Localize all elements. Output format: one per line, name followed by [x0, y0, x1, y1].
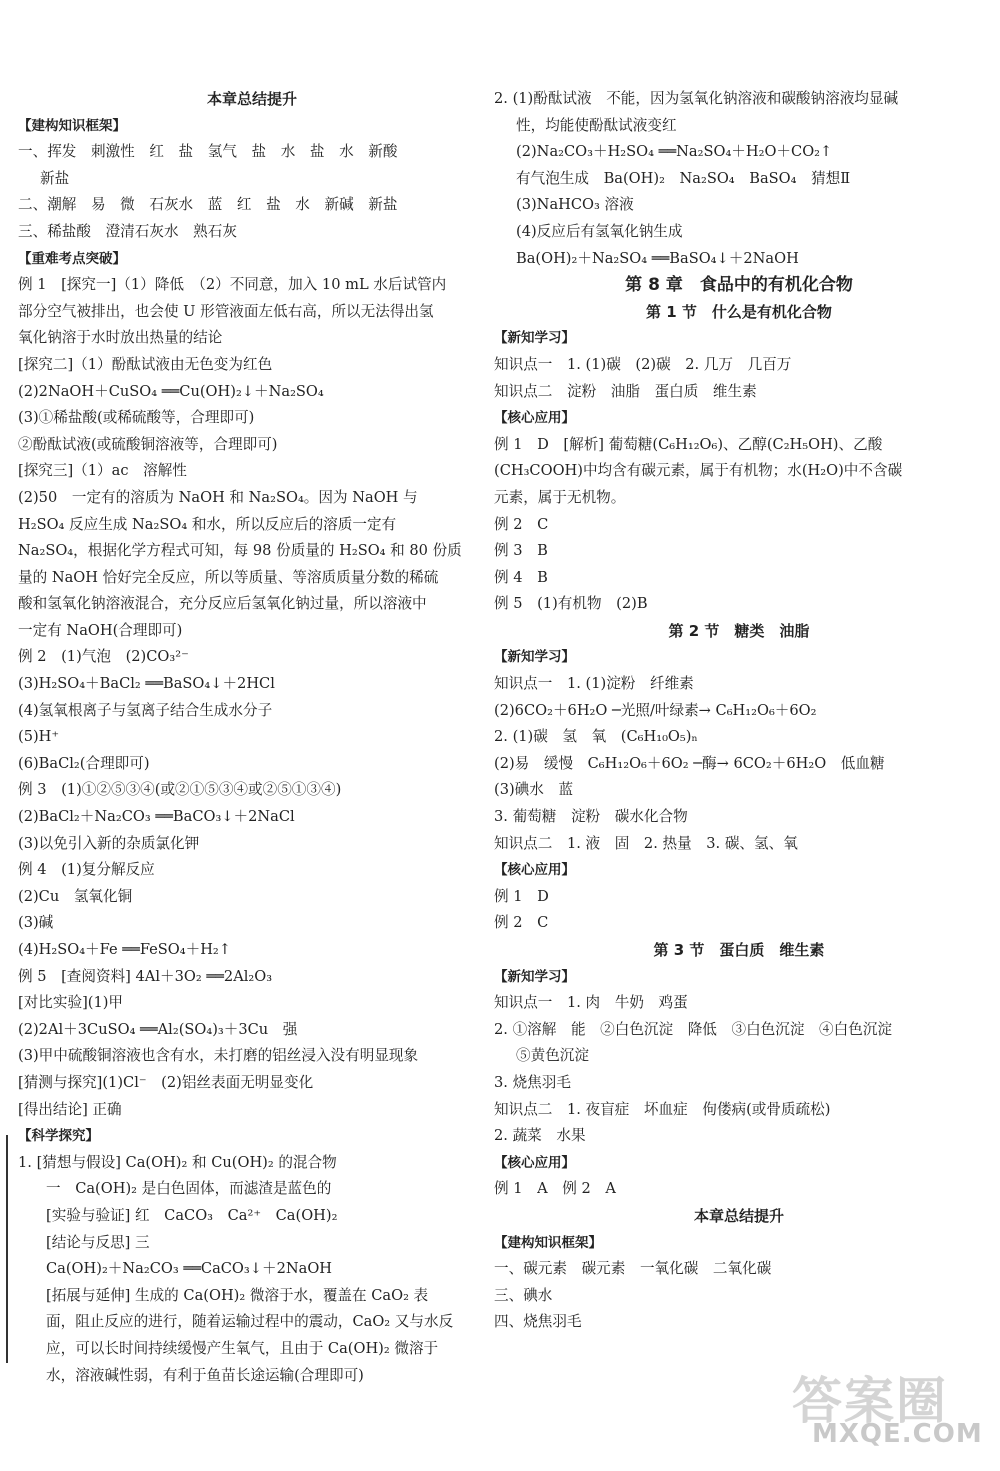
answer-line: (2)2Al＋3CuSO₄ ══Al₂(SO₄)₃＋3Cu 强 [18, 1020, 298, 1038]
answer-line: (2)2NaOH＋CuSO₄ ══Cu(OH)₂↓＋Na₂SO₄ [18, 382, 324, 400]
section-heading: 【新知学习】 [494, 649, 575, 666]
answer-line: 知识点一 1. (1)碳 (2)碳 2. 几万 几百万 [494, 355, 792, 373]
answer-line: (3)甲中硫酸铜溶液也含有水，未打磨的铝丝浸入没有明显现象 [18, 1047, 419, 1065]
answer-line: ⑤黄色沉淀 [516, 1047, 589, 1065]
answer-line: (2)易 缓慢 C₆H₁₂O₆＋6O₂ ─酶→ 6CO₂＋6H₂O 低血糖 [494, 754, 885, 772]
section-heading: 【建构知识框架】 [18, 117, 126, 134]
answer-line: [拓展与延伸] 生成的 Ca(OH)₂ 微溶于水，覆盖在 CaO₂ 表 [46, 1286, 429, 1304]
answer-line: 例 5 [查阅资料] 4Al＋3O₂ ══2Al₂O₃ [18, 967, 273, 985]
answer-line: Ba(OH)₂＋Na₂SO₄ ══BaSO₄↓＋2NaOH [516, 249, 799, 267]
answer-line: (2)BaCl₂＋Na₂CO₃ ══BaCO₃↓＋2NaCl [18, 808, 295, 826]
answer-line: 一 Ca(OH)₂ 是白色固体，而滤渣是蓝色的 [46, 1180, 332, 1198]
right-column [494, 86, 984, 1336]
answer-line: Ca(OH)₂＋Na₂CO₃ ══CaCO₃↓＋2NaOH [46, 1260, 333, 1278]
answer-line: (3)①稀盐酸(或稀硫酸等，合理即可) [18, 409, 255, 427]
summary-title: 本章总结提升 [693, 1206, 784, 1225]
section-heading: 【重难考点突破】 [18, 250, 126, 267]
watermark-url: MXQE.COM [812, 1419, 983, 1449]
answer-line: 2. ①溶解 能 ②白色沉淀 降低 ③白色沉淀 ④白色沉淀 [494, 1020, 893, 1038]
answer-line: 例 1 A 例 2 A [494, 1180, 616, 1198]
answer-line: 知识点一 1. 肉 牛奶 鸡蛋 [494, 994, 688, 1012]
section-heading: 【新知学习】 [494, 330, 575, 347]
section-heading: 【核心应用】 [494, 410, 575, 427]
answer-line: 1. [猜想与假设] Ca(OH)₂ 和 Cu(OH)₂ 的混合物 [18, 1153, 337, 1171]
answer-line: (3)NaHCO₃ 溶液 [516, 196, 634, 214]
answer-line: 知识点一 1. (1)淀粉 纤维素 [494, 675, 694, 693]
answer-line: 有气泡生成 Ba(OH)₂ Na₂SO₄ BaSO₄ 猜想Ⅱ [516, 169, 851, 187]
answer-line: 3. 烧焦羽毛 [494, 1073, 571, 1091]
answer-line: (4)反应后有氢氧化钠生成 [516, 222, 683, 240]
answer-line: 3. 葡萄糖 淀粉 碳水化合物 [494, 808, 688, 826]
answer-line: (2)Cu 氢氧化铜 [18, 887, 133, 905]
answer-line: (2)6CO₂＋6H₂O ─光照/叶绿素→ C₆H₁₂O₆＋6O₂ [494, 701, 817, 719]
answer-line: [猜测与探究](1)Cl⁻ (2)铝丝表面无明显变化 [18, 1073, 314, 1091]
answer-line: (3)碱 [18, 914, 54, 932]
answer-line: 一定有 NaOH(合理即可) [18, 621, 183, 639]
answer-line: [得出结论] 正确 [18, 1100, 122, 1118]
section-heading: 【科学探究】 [18, 1128, 99, 1145]
answer-line: (3)H₂SO₄＋BaCl₂ ══BaSO₄↓＋2HCl [18, 675, 275, 693]
margin-bar [6, 1135, 8, 1363]
answer-line: [探究三]（1）ac 溶解性 [18, 462, 187, 480]
answer-line: (2)50 一定有的溶质为 NaOH 和 Na₂SO₄。因为 NaOH 与 [18, 488, 418, 506]
answer-line: 例 4 B [494, 568, 548, 586]
summary-title: 本章总结提升 [206, 90, 297, 108]
answer-line: Na₂SO₄，根据化学方程式可知，每 98 份质量的 H₂SO₄ 和 80 份质 [18, 542, 462, 560]
answer-line: (4)H₂SO₄＋Fe ══FeSO₄＋H₂↑ [18, 941, 232, 958]
answer-line: 量的 NaOH 恰好完全反应，所以等质量、等溶质质量分数的稀硫 [18, 568, 439, 586]
answer-line: 知识点二 1. 液 固 2. 热量 3. 碳、氢、氧 [494, 834, 798, 852]
answer-line: 2. 蔬菜 水果 [494, 1127, 586, 1145]
chapter-title: 第 8 章 食品中的有机化合物 [625, 275, 853, 296]
section-heading: 【核心应用】 [494, 1154, 575, 1171]
answer-line: (3)碘水 蓝 [494, 781, 574, 799]
answer-line: 知识点二 1. 夜盲症 坏血症 佝偻病(或骨质疏松) [494, 1100, 831, 1118]
answer-line: 部分空气被排出，也会使 U 形管液面左低右高，所以无法得出氢 [18, 302, 434, 320]
answer-line: (2)Na₂CO₃＋H₂SO₄ ══Na₂SO₄＋H₂O＋CO₂↑ [516, 143, 833, 161]
answer-line: 例 2 C [494, 515, 549, 533]
answer-line: 应，可以长时间持续缓慢产生氧气，且由于 Ca(OH)₂ 微溶于 [46, 1339, 439, 1357]
section-heading: 【建构知识框架】 [494, 1234, 602, 1251]
answer-line: (CH₃COOH)中均含有碳元素，属于有机物；水(H₂O)中不含碳 [494, 462, 903, 480]
answer-line: ②酚酞试液(或硫酸铜溶液等，合理即可) [18, 435, 278, 453]
answer-line: 新盐 [40, 169, 70, 187]
answer-line: 2. (1)碳 氢 氧 (C₆H₁₀O₅)ₙ [494, 728, 698, 746]
section-title: 第 2 节 糖类 油脂 [668, 621, 810, 640]
answer-line: 例 3 B [494, 542, 548, 560]
answer-line: 知识点二 淀粉 油脂 蛋白质 维生素 [494, 382, 757, 400]
watermark-logo: 答案圈 [792, 1372, 948, 1430]
answer-line: 元素，属于无机物。 [494, 488, 626, 506]
section-title: 第 3 节 蛋白质 维生素 [653, 941, 825, 959]
answer-line: 例 1 [探究一]（1）降低 （2）不同意，加入 10 mL 水后试管内 [18, 276, 447, 294]
answer-line: 二、潮解 易 微 石灰水 蓝 红 盐 水 新碱 新盐 [18, 196, 398, 214]
answer-line: (5)H⁺ [18, 728, 60, 746]
answer-line: [对比实验](1)甲 [18, 994, 124, 1012]
answer-line: (3)以免引入新的杂质氯化钾 [18, 834, 200, 852]
answer-line: 例 4 (1)复分解反应 [18, 861, 155, 879]
answer-line: 一、碳元素 碳元素 一氧化碳 二氧化碳 [494, 1260, 772, 1278]
answer-line: 例 3 (1)①②⑤③④(或②①⑤③④或②⑤①③④) [18, 781, 342, 799]
answer-line: 2. (1)酚酞试液 不能，因为氢氧化钠溶液和碳酸钠溶液均显碱 [494, 90, 899, 107]
answer-line: 例 1 D [解析] 葡萄糖(C₆H₁₂O₆)、乙醇(C₂H₅OH)、乙酸 [494, 435, 883, 453]
answer-line: 酸和氢氧化钠溶液混合，充分反应后氢氧化钠过量，所以溶液中 [18, 595, 427, 613]
answer-line: 例 1 D [494, 887, 549, 905]
answer-line: 面，阻止反应的进行，随着运输过程中的震动，CaO₂ 又与水反 [46, 1313, 454, 1331]
left-column [18, 86, 486, 1389]
answer-line: 例 5 (1)有机物 (2)B [494, 595, 648, 613]
answer-line: 四、烧焦羽毛 [494, 1313, 582, 1331]
answer-line: 例 2 C [494, 914, 549, 932]
answer-line: (4)氢氧根离子与氢离子结合生成水分子 [18, 701, 273, 719]
answer-line: [结论与反思] 三 [46, 1233, 150, 1251]
answer-line: (6)BaCl₂(合理即可) [18, 754, 150, 772]
answer-line: 水，溶液碱性弱，有利于鱼苗长途运输(合理即可) [46, 1366, 364, 1384]
section-heading: 【新知学习】 [494, 968, 575, 985]
answer-line: 三、碘水 [494, 1286, 553, 1304]
answer-line: 氧化钠溶于水时放出热量的结论 [18, 329, 223, 347]
answer-line: [实验与验证] 红 CaCO₃ Ca²⁺ Ca(OH)₂ [46, 1206, 338, 1224]
answer-line: H₂SO₄ 反应生成 Na₂SO₄ 和水，所以反应后的溶质一定有 [18, 515, 397, 533]
answer-line: 三、稀盐酸 澄清石灰水 熟石灰 [18, 222, 237, 240]
answer-line: 例 2 (1)气泡 (2)CO₃²⁻ [18, 648, 189, 666]
watermark [772, 1357, 982, 1457]
section-title: 第 1 节 什么是有机化合物 [646, 302, 832, 321]
answer-line: [探究二]（1）酚酞试液由无色变为红色 [18, 355, 273, 373]
answer-line: 性，均能使酚酞试液变红 [516, 116, 677, 134]
answer-line: 一、挥发 刺激性 红 盐 氢气 盐 水 盐 水 新酸 [18, 143, 398, 161]
section-heading: 【核心应用】 [494, 862, 575, 879]
